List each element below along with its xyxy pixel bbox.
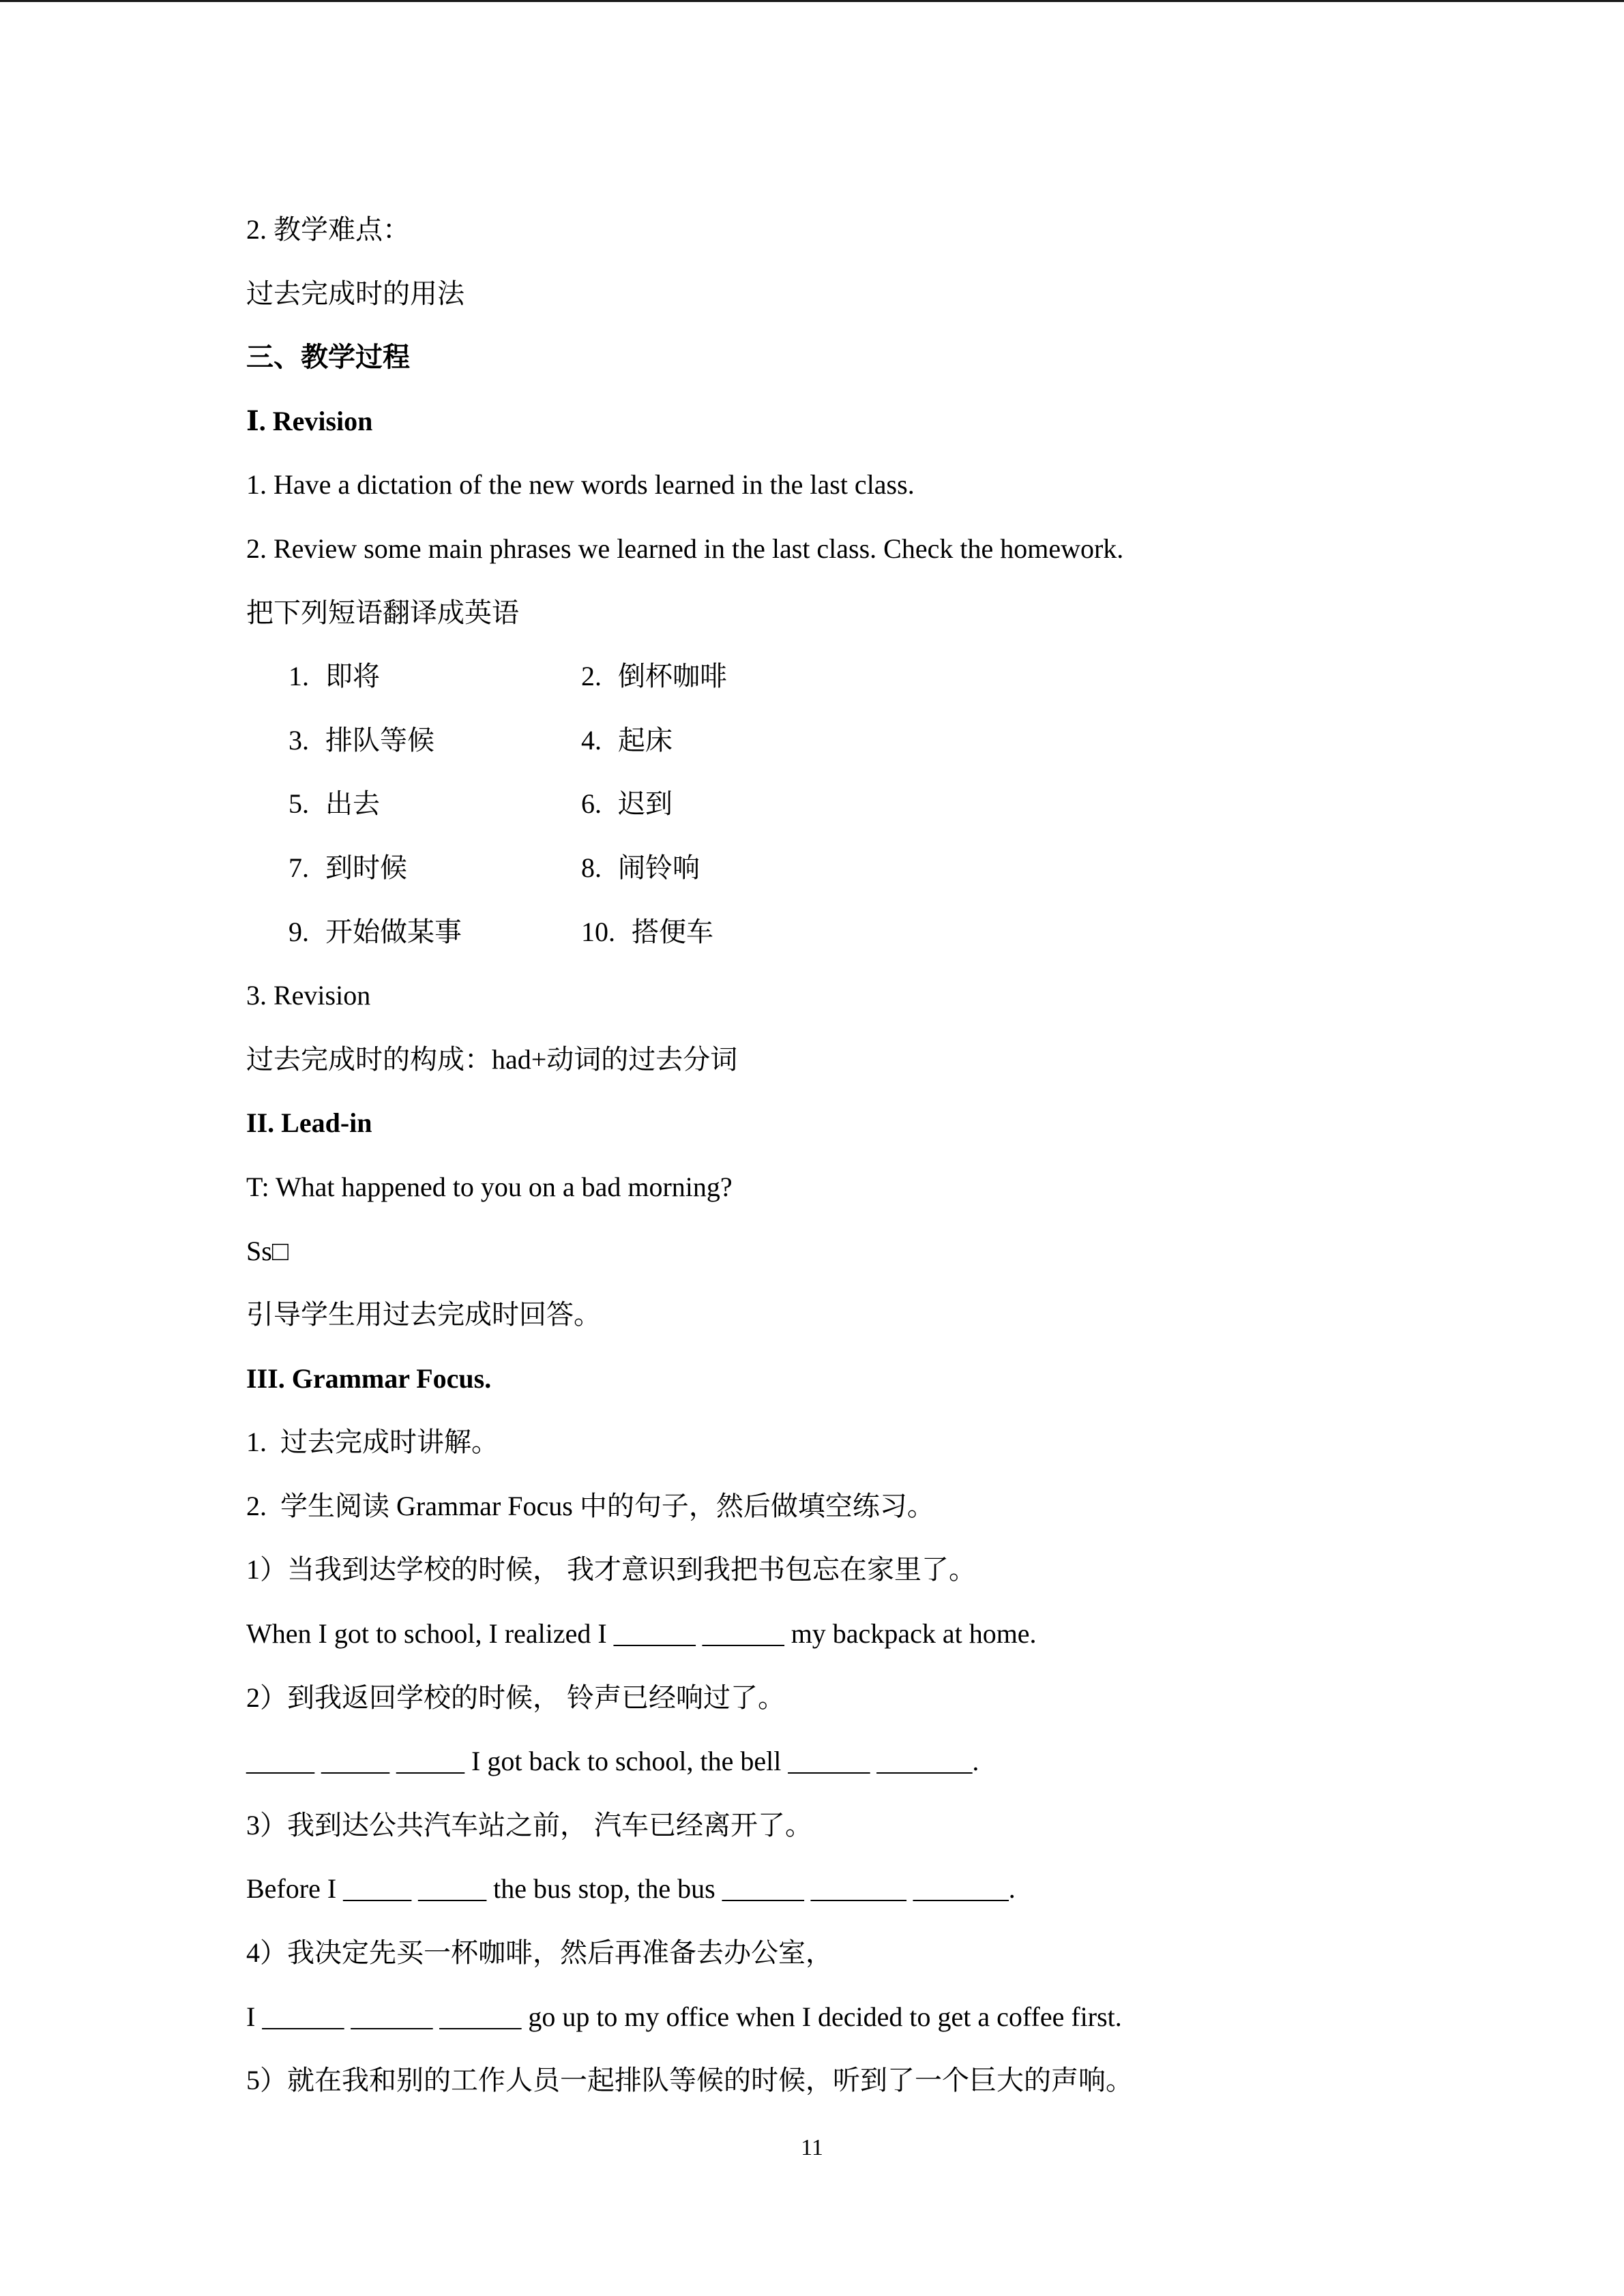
phrase-item bbox=[289, 900, 581, 964]
page-number: 11 bbox=[801, 2135, 823, 2160]
exercise-chinese: 2）到我返回学校的时候， 铃声已经响过了。 bbox=[246, 1682, 785, 1713]
phrase-text: 开始做某事 bbox=[325, 916, 462, 947]
phrase-text: 排队等候 bbox=[325, 724, 434, 756]
difficulty-heading: 2. 教学难点： bbox=[246, 214, 410, 245]
phrase-item bbox=[581, 900, 713, 964]
phrase-text: 出去 bbox=[325, 788, 380, 820]
lead-in-note: 引导学生用过去完成时回答。 bbox=[246, 1299, 601, 1330]
phrase-row bbox=[246, 709, 1542, 773]
phrase-item bbox=[289, 709, 581, 773]
document-body bbox=[246, 198, 1542, 2113]
phrase-text: 到时候 bbox=[325, 852, 407, 883]
phrase-text: 闹铃响 bbox=[618, 852, 700, 883]
phrase-row bbox=[246, 644, 1542, 709]
lead-in-heading: II. Lead-in bbox=[246, 1107, 372, 1139]
phrase-item bbox=[581, 709, 673, 773]
phrase-number: 2. bbox=[581, 661, 602, 692]
phrase-row bbox=[246, 772, 1542, 836]
phrase-item bbox=[289, 772, 581, 836]
grammar-focus-heading: III. Grammar Focus. bbox=[246, 1362, 492, 1394]
exercise-chinese: 5）就在我和别的工作人员一起排队等候的时候，听到了一个巨大的声响。 bbox=[246, 2065, 1133, 2096]
exercise-chinese: 1）当我到达学校的时候， 我才意识到我把书包忘在家里了。 bbox=[246, 1554, 976, 1585]
phrase-number: 3. bbox=[289, 724, 309, 756]
phrase-number: 6. bbox=[581, 788, 602, 820]
exercise-english: When I got to school, I realized I ______ ______ my backpack at home. bbox=[246, 1618, 1037, 1650]
phrase-number: 8. bbox=[581, 852, 602, 883]
page-top-rule bbox=[0, 0, 1624, 2]
phrase-item bbox=[581, 772, 673, 836]
phrase-number: 9. bbox=[289, 916, 309, 947]
revision-step-2: 2. Review some main phrases we learned in the last class. Check the homework. bbox=[246, 533, 1124, 564]
revision-step-3: 3. Revision bbox=[246, 980, 371, 1011]
exercise-english: I ______ ______ ______ go up to my office when I decided to get a coffee first. bbox=[246, 2001, 1122, 2032]
phrase-row bbox=[246, 836, 1542, 900]
phrase-number: 10. bbox=[581, 916, 615, 947]
phrase-number: 5. bbox=[289, 788, 309, 820]
phrase-item bbox=[289, 836, 581, 900]
phrase-number: 1. bbox=[289, 661, 309, 692]
exercise-english: _____ _____ _____ I got back to school, the bell ______ _______. bbox=[246, 1746, 979, 1777]
exercise-chinese: 3）我到达公共汽车站之前， 汽车已经离开了。 bbox=[246, 1809, 812, 1840]
phrase-text: 搭便车 bbox=[632, 916, 713, 947]
grammar-step-2: 2. 学生阅读 Grammar Focus 中的句子，然后做填空练习。 bbox=[246, 1490, 934, 1521]
structure-note: 过去完成时的构成：had+动词的过去分词 bbox=[246, 1043, 738, 1075]
phrase-item bbox=[289, 644, 581, 709]
phrase-text: 迟到 bbox=[618, 788, 673, 820]
phrase-item bbox=[581, 644, 727, 709]
revision-heading: Ⅰ. Revision bbox=[246, 405, 373, 436]
grammar-step-1: 1. 过去完成时讲解。 bbox=[246, 1427, 499, 1458]
teacher-question: T: What happened to you on a bad morning? bbox=[246, 1171, 733, 1202]
revision-step-1: 1. Have a dictation of the new words learned in the last class. bbox=[246, 469, 915, 501]
phrase-number: 4. bbox=[581, 724, 602, 756]
phrase-item bbox=[581, 836, 700, 900]
translation-instruction: 把下列短语翻译成英语 bbox=[246, 597, 519, 628]
phrase-text: 即将 bbox=[325, 661, 380, 692]
difficulty-text: 过去完成时的用法 bbox=[246, 278, 464, 309]
students-response: Ss□ bbox=[246, 1235, 289, 1266]
process-heading: 三、教学过程 bbox=[246, 342, 410, 373]
phrase-row bbox=[246, 900, 1542, 964]
exercise-chinese: 4）我决定先买一杯咖啡，然后再准备去办公室， bbox=[246, 1937, 833, 1969]
phrase-text: 倒杯咖啡 bbox=[618, 661, 727, 692]
phrase-text: 起床 bbox=[618, 724, 673, 756]
exercise-english: Before I _____ _____ the bus stop, the bus ______ _______ _______. bbox=[246, 1873, 1016, 1905]
phrase-number: 7. bbox=[289, 852, 309, 883]
